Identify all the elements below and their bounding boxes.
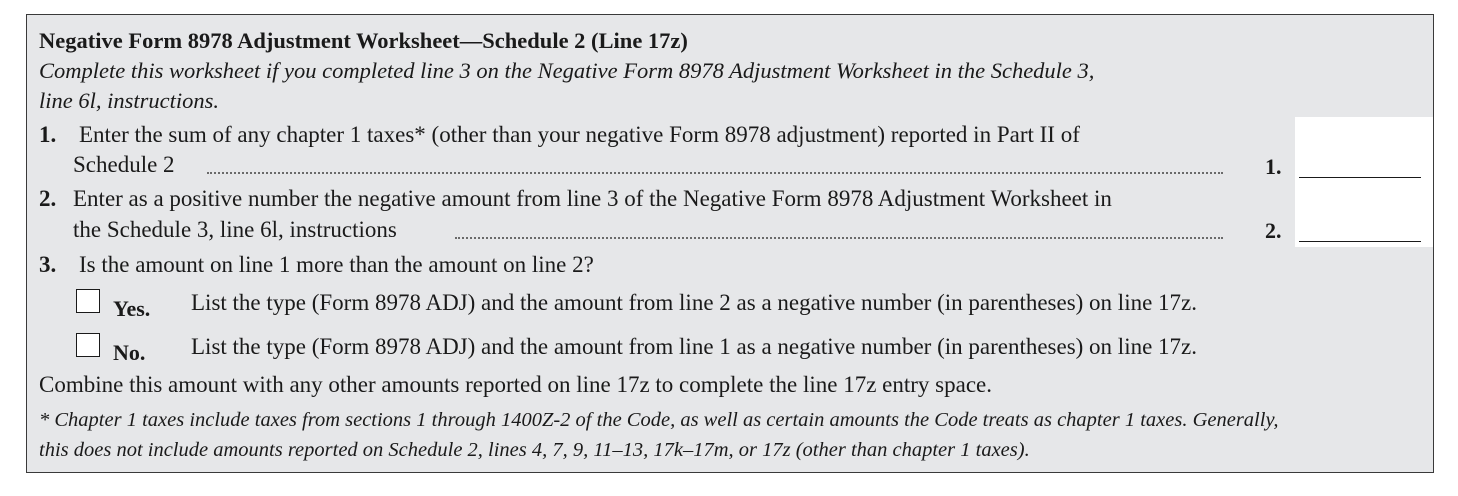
no-instruction: List the type (Form 8978 ADJ) and the amount from line 1 as a negative number (in parentheses) on line 17z. (191, 334, 1198, 359)
line-1-ref: 1. (1265, 154, 1282, 179)
line-1-text: Enter the sum of any chapter 1 taxes* (other than your negative Form 8978 adjustment) reported in Part II of (79, 122, 1080, 147)
line-3-number: 3. (39, 252, 57, 277)
line-2-number: 2. (39, 186, 57, 211)
worksheet-box (26, 14, 1434, 473)
line-2-ref: 2. (1265, 218, 1282, 243)
line-2-text: Enter as a positive number the negative amount from line 3 of the Negative Form 8978 Adjustment Worksheet in (73, 186, 1112, 211)
footnote-line-1: * Chapter 1 taxes include taxes from sections 1 through 1400Z-2 of the Code, as well as certain amounts the Code treats as chapter 1 taxes. Generally, (39, 409, 1279, 431)
yes-checkbox[interactable] (76, 289, 100, 313)
line-1-amount-field[interactable] (1299, 153, 1421, 178)
line-2-leader-dots (455, 237, 1223, 239)
yes-label: Yes. (113, 296, 151, 321)
worksheet-title: Negative Form 8978 Adjustment Worksheet—Schedule 2 (Line 17z) (39, 28, 688, 53)
line-1-number: 1. (39, 122, 57, 147)
line-1-text-cont: Schedule 2 (73, 152, 175, 177)
footnote-line-2: this does not include amounts reported on Schedule 2, lines 4, 7, 9, 11–13, 17k–17m, or 17z (other than chapter 1 taxes). (39, 439, 1030, 461)
intro-text-line-2: line 6l, instructions. (39, 88, 219, 113)
no-checkbox[interactable] (76, 333, 100, 357)
no-label: No. (113, 340, 146, 365)
combine-instruction: Combine this amount with any other amounts reported on line 17z to complete the line 17z entry space. (39, 372, 992, 397)
line-2-amount-field[interactable] (1299, 217, 1421, 242)
yes-instruction: List the type (Form 8978 ADJ) and the amount from line 2 as a negative number (in parentheses) on line 17z. (191, 290, 1198, 315)
line-2-text-cont: the Schedule 3, line 6l, instructions (73, 217, 397, 242)
intro-text-line-1: Complete this worksheet if you completed line 3 on the Negative Form 8978 Adjustment Worksheet in the Schedule 3, (39, 58, 1095, 83)
line-1-leader-dots (207, 172, 1223, 174)
line-3-text: Is the amount on line 1 more than the amount on line 2? (79, 252, 594, 277)
